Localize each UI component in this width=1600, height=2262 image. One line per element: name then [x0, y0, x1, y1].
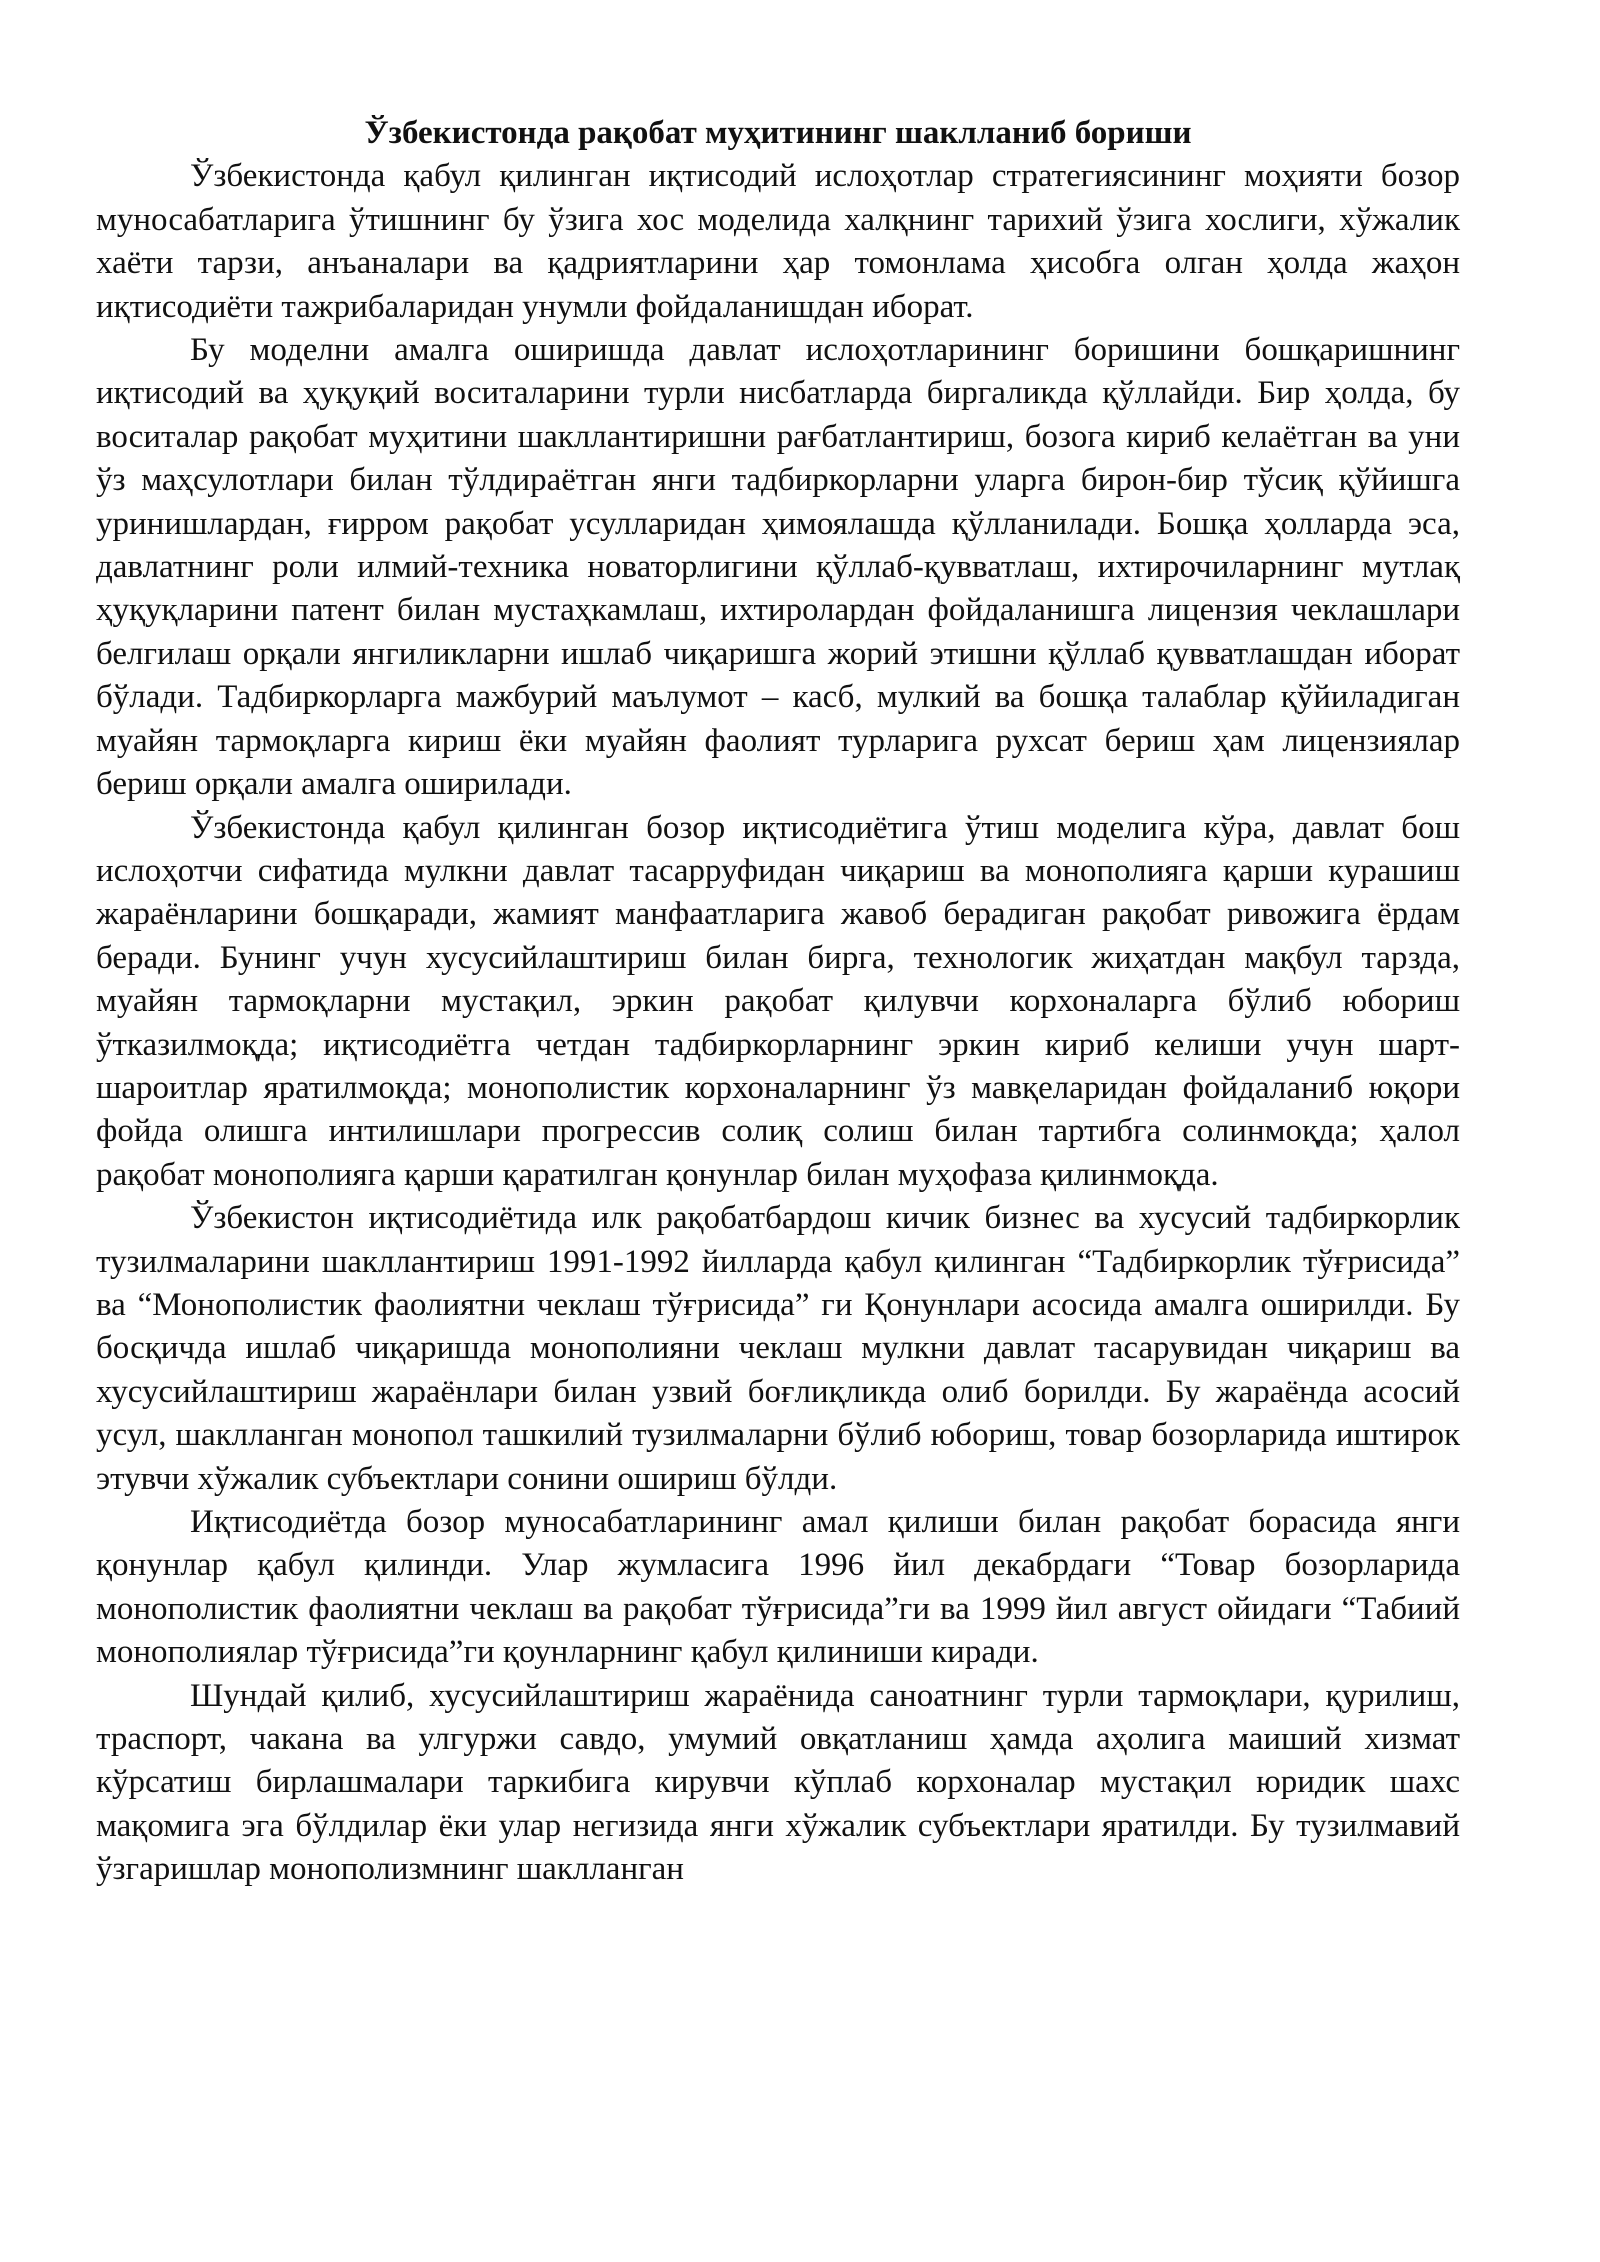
paragraph-2: Бу моделни амалга оширишда давлат ислоҳотларининг боришини бошқаришнинг иқтисодий ва ҳуқуқий воситаларини турли нисбатларда биргаликда қўллайди. Бир ҳолда, бу воситалар рақобат муҳитини шакллантиришни рағбатлантириш, бозога кириб келаётган ва уни ўз маҳсулотлари билан тўлдираётган янги тадбиркорларни уларга бирон-бир тўсиқ қўйишга уринишлардан, ғирром рақобат усулларидан ҳимоялашда қўлланилади. Бошқа ҳолларда эса, давлатнинг роли илмий-техника новаторлигини қўллаб-қувватлаш, ихтирочиларнинг мутлақ ҳуқуқларини патент билан мустаҳкамлаш, ихтиролардан фойдаланишга лицензия чеклашлари белгилаш орқали янгиликларни ишлаб чиқаришга жорий этишни қўллаб қувватлашдан иборат бўлади. Тадбиркорларга мажбурий маълумот – касб, мулкий ва бошқа талаблар қўйиладиган муайян тармоқларга кириш ёки муайян фаолият турларига рухсат бериш ҳам лицензиялар бериш орқали амалга оширилади. — [96, 332, 1460, 803]
paragraph-1: Ўзбекистонда қабул қилинган иқтисодий ислоҳотлар стратегиясининг моҳияти бозор муносабатларига ўтишнинг бу ўзига хос моделида халқнинг тарихий ўзига хослиги, хўжалик хаёти тарзи, анъаналари ва қадриятларини ҳар томонлама ҳисобга олган ҳолда жаҳон иқтисодиёти тажрибаларидан унумли фойдаланишдан иборат. — [96, 158, 1460, 325]
paragraph-6: Шундай қилиб, хусусийлаштириш жараёнида саноатнинг турли тармоқлари, қурилиш, траспорт, чакана ва улгуржи савдо, умумий овқатланиш ҳамда аҳолига маиший хизмат кўрсатиш бирлашмалари таркибига кирувчи кўплаб корхоналар мустақил юридик шахс мақомига эга бўлдилар ёки улар негизида янги хўжалик субъектлари яратилди. Бу тузилмавий ўзгаришлар монополизмнинг шаклланган — [96, 1677, 1460, 1888]
paragraph-3: Ўзбекистонда қабул қилинган бозор иқтисодиётига ўтиш моделига кўра, давлат бош ислоҳотчи сифатида мулкни давлат тасарруфидан чиқариш ва монополияга қарши курашиш жараёнларини бошқаради, жамият манфаатларига жавоб берадиган рақобат ривожига ёрдам беради. Бунинг учун хусусийлаштириш билан бирга, технологик жиҳатдан мақбул тарзда, муайян тармоқларни мустақил, эркин рақобат қилувчи корхоналарга бўлиб юбориш ўтказилмоқда; иқтисодиётга четдан тадбиркорларнинг эркин кириб келиши учун шарт-шароитлар яратилмоқда; монополистик корхоналарнинг ўз мавқеларидан фойдаланиб юқори фойда олишга интилишлари прогрессив солиқ солиш билан тартибга солинмоқда; ҳалол рақобат монополияга қарши қаратилган қонунлар билан муҳофаза қилинмоқда. — [96, 809, 1460, 1193]
paragraph-5: Иқтисодиётда бозор муносабатларининг амал қилиши билан рақобат борасида янги қонунлар қабул қилинди. Улар жумласига 1996 йил декабрдаги “Товар бозорларида монополистик фаолиятни чеклаш ва рақобат тўғрисида”ги ва 1999 йил август ойидаги “Табиий монополиялар тўғрисида”ги қоунларнинг қабул қилиниши киради. — [96, 1504, 1460, 1671]
document-page — [96, 112, 1460, 1892]
document-title: Ўзбекистонда рақобат муҳитининг шаклланиб бориши — [364, 115, 1192, 151]
paragraph-4: Ўзбекистон иқтисодиётида илк рақобатбардош кичик бизнес ва хусусий тадбиркорлик тузилмаларини шакллантириш 1991-1992 йилларда қабул қилинган “Тадбиркорлик тўғрисида” ва “Монополистик фаолиятни чеклаш тўғрисида” ги Қонунлари асосида амалга оширилди. Бу босқичда ишлаб чиқаришда монополияни чеклаш мулкни давлат тасарувидан чиқариш ва хусусийлаштириш жараёнлари билан узвий боғлиқликда олиб борилди. Бу жараёнда асосий усул, шаклланган монопол ташкилий тузилмаларни бўлиб юбориш, товар бозорларида иштирок этувчи хўжалик субъектлари сонини ошириш бўлди. — [96, 1200, 1460, 1497]
